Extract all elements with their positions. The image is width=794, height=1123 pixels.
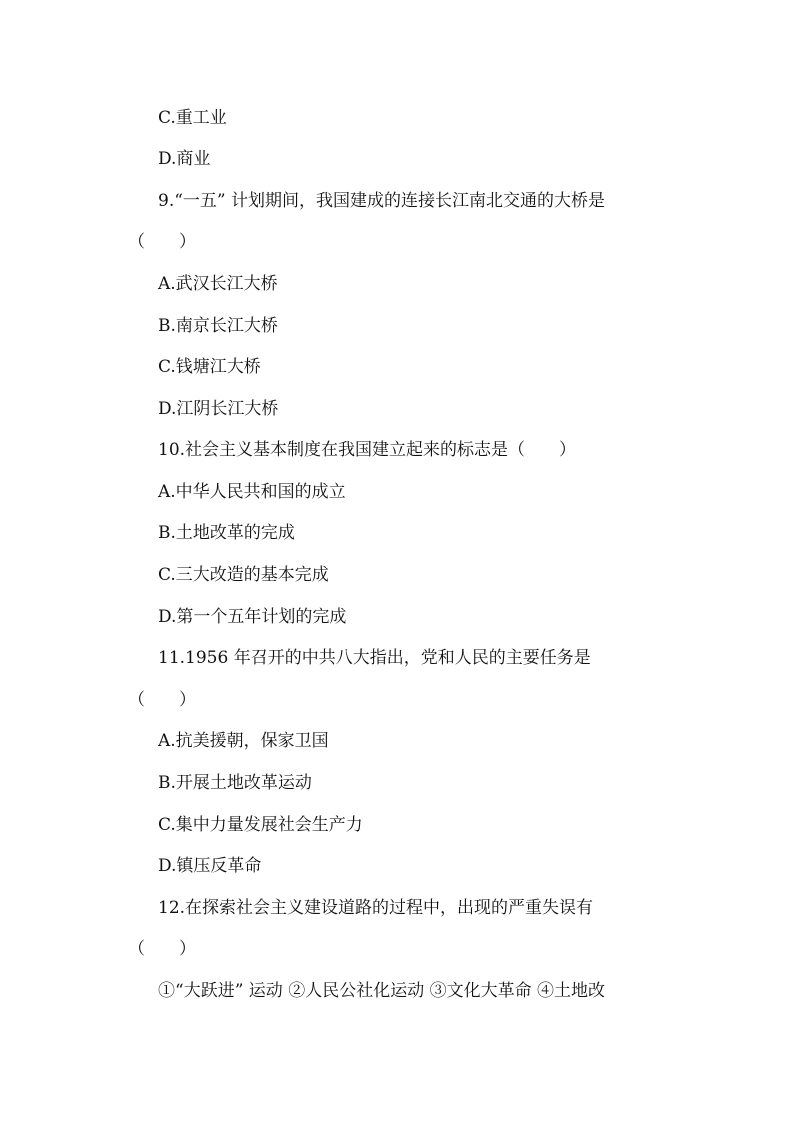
option-q10-d: D.第一个五年计划的完成 [158,607,347,627]
option-q9-c: C.钱塘江大桥 [158,357,261,377]
question-10-stem: 10.社会主义基本制度在我国建立起来的标志是（ ） [158,440,577,460]
option-q9-a: A.武汉长江大桥 [158,274,278,294]
option-q11-c: C.集中力量发展社会生产力 [158,815,363,835]
answer-bracket-q11: （ ） [128,690,196,710]
option-q10-c: C.三大改造的基本完成 [158,565,329,585]
option-q10-b: B.土地改革的完成 [158,523,295,543]
question-12-statements: ①“大跃进” 运动 ②人民公社化运动 ③文化大革命 ④土地改 [158,981,605,1001]
option-q11-a: A.抗美援朝，保家卫国 [158,731,329,751]
option-q9-b: B.南京长江大桥 [158,316,278,336]
option-q10-a: A.中华人民共和国的成立 [158,482,346,502]
option-q9-d: D.江阴长江大桥 [158,399,279,419]
option-q8-c: C.重工业 [158,108,227,128]
question-11-stem: 11.1956 年召开的中共八大指出，党和人民的主要任务是 [158,648,591,668]
question-9-stem: 9.“一五” 计划期间，我国建成的连接长江南北交通的大桥是 [158,191,606,211]
option-q8-d: D.商业 [158,149,211,169]
answer-bracket-q9: （ ） [128,232,196,252]
option-q11-d: D.镇压反革命 [158,856,262,876]
question-12-stem: 12.在探索社会主义建设道路的过程中，出现的严重失误有 [158,898,594,918]
answer-bracket-q12: （ ） [128,939,196,959]
option-q11-b: B.开展土地改革运动 [158,773,312,793]
